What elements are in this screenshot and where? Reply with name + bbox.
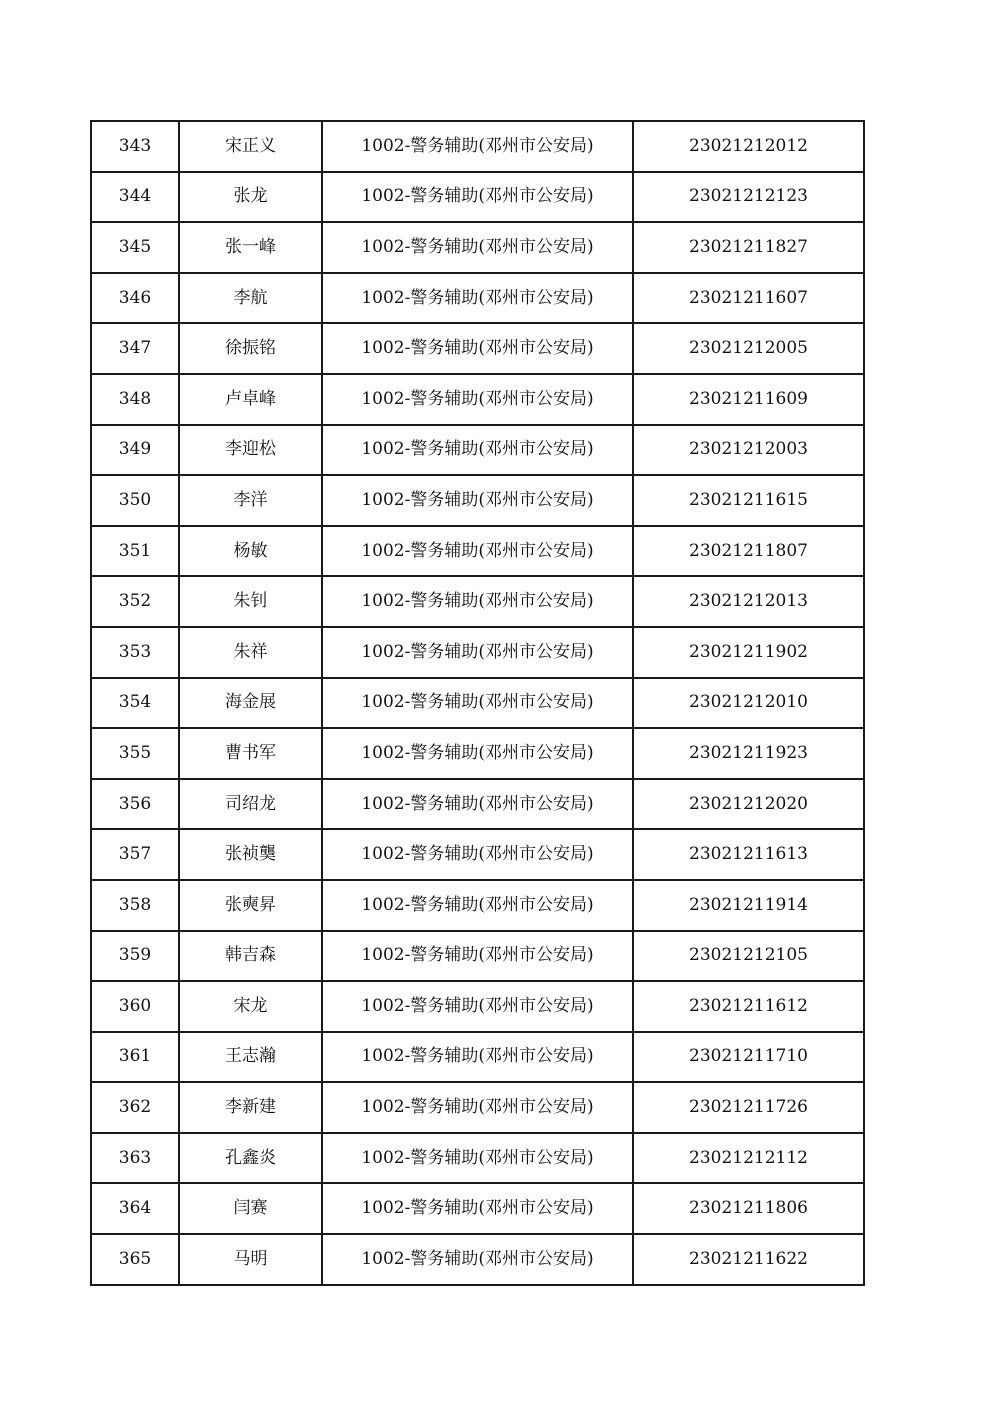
row-number: 360 <box>91 981 179 1032</box>
candidate-name: 朱钊 <box>179 576 322 627</box>
row-number: 358 <box>91 880 179 931</box>
exam-id: 23021211807 <box>633 526 864 577</box>
row-number: 353 <box>91 627 179 678</box>
row-number: 343 <box>91 121 179 172</box>
row-number: 356 <box>91 779 179 830</box>
position-name: 1002-警务辅助(邓州市公安局) <box>322 475 633 526</box>
table-row <box>91 273 864 324</box>
table-row <box>91 1082 864 1133</box>
row-number: 359 <box>91 931 179 982</box>
position-name: 1002-警务辅助(邓州市公安局) <box>322 273 633 324</box>
candidate-name: 李新建 <box>179 1082 322 1133</box>
exam-id: 23021212123 <box>633 172 864 223</box>
candidate-name: 韩吉森 <box>179 931 322 982</box>
row-number: 346 <box>91 273 179 324</box>
candidate-name: 马明 <box>179 1234 322 1285</box>
candidate-name: 司绍龙 <box>179 779 322 830</box>
position-name: 1002-警务辅助(邓州市公安局) <box>322 829 633 880</box>
position-name: 1002-警务辅助(邓州市公安局) <box>322 931 633 982</box>
row-number: 352 <box>91 576 179 627</box>
table-row <box>91 172 864 223</box>
table-row <box>91 1133 864 1184</box>
position-name: 1002-警务辅助(邓州市公安局) <box>322 222 633 273</box>
row-number: 349 <box>91 425 179 476</box>
exam-id: 23021211806 <box>633 1183 864 1234</box>
exam-id: 23021211827 <box>633 222 864 273</box>
position-name: 1002-警务辅助(邓州市公安局) <box>322 1082 633 1133</box>
exam-id: 23021211914 <box>633 880 864 931</box>
exam-id: 23021211607 <box>633 273 864 324</box>
exam-id: 23021212112 <box>633 1133 864 1184</box>
position-name: 1002-警务辅助(邓州市公安局) <box>322 172 633 223</box>
candidate-table-body <box>91 121 864 1285</box>
candidate-name: 李迎松 <box>179 425 322 476</box>
candidate-name: 朱祥 <box>179 627 322 678</box>
position-name: 1002-警务辅助(邓州市公安局) <box>322 576 633 627</box>
position-name: 1002-警务辅助(邓州市公安局) <box>322 425 633 476</box>
position-name: 1002-警务辅助(邓州市公安局) <box>322 779 633 830</box>
candidate-name: 曹书军 <box>179 728 322 779</box>
table-row <box>91 1032 864 1083</box>
table-row <box>91 475 864 526</box>
row-number: 355 <box>91 728 179 779</box>
row-number: 347 <box>91 323 179 374</box>
row-number: 351 <box>91 526 179 577</box>
candidate-name: 李航 <box>179 273 322 324</box>
row-number: 354 <box>91 678 179 729</box>
candidate-name: 张祯龑 <box>179 829 322 880</box>
row-number: 362 <box>91 1082 179 1133</box>
table-row <box>91 981 864 1032</box>
exam-id: 23021211615 <box>633 475 864 526</box>
table-row <box>91 526 864 577</box>
row-number: 344 <box>91 172 179 223</box>
table-row <box>91 931 864 982</box>
exam-id: 23021211902 <box>633 627 864 678</box>
candidate-name: 闫赛 <box>179 1183 322 1234</box>
row-number: 361 <box>91 1032 179 1083</box>
table-row <box>91 576 864 627</box>
exam-id: 23021211923 <box>633 728 864 779</box>
position-name: 1002-警务辅助(邓州市公安局) <box>322 678 633 729</box>
exam-id: 23021211710 <box>633 1032 864 1083</box>
exam-id: 23021212010 <box>633 678 864 729</box>
exam-id: 23021212020 <box>633 779 864 830</box>
position-name: 1002-警务辅助(邓州市公安局) <box>322 1032 633 1083</box>
exam-id: 23021212003 <box>633 425 864 476</box>
position-name: 1002-警务辅助(邓州市公安局) <box>322 1234 633 1285</box>
table-row <box>91 728 864 779</box>
candidate-name: 宋正义 <box>179 121 322 172</box>
position-name: 1002-警务辅助(邓州市公安局) <box>322 526 633 577</box>
candidate-table <box>90 120 865 1286</box>
candidate-name: 卢卓峰 <box>179 374 322 425</box>
position-name: 1002-警务辅助(邓州市公安局) <box>322 627 633 678</box>
position-name: 1002-警务辅助(邓州市公安局) <box>322 1133 633 1184</box>
row-number: 345 <box>91 222 179 273</box>
exam-id: 23021212013 <box>633 576 864 627</box>
exam-id: 23021212005 <box>633 323 864 374</box>
candidate-name: 孔鑫炎 <box>179 1133 322 1184</box>
candidate-name: 宋龙 <box>179 981 322 1032</box>
candidate-name: 李洋 <box>179 475 322 526</box>
candidate-name: 徐振铭 <box>179 323 322 374</box>
row-number: 365 <box>91 1234 179 1285</box>
table-row <box>91 627 864 678</box>
row-number: 357 <box>91 829 179 880</box>
table-row <box>91 323 864 374</box>
table-row <box>91 425 864 476</box>
position-name: 1002-警务辅助(邓州市公安局) <box>322 981 633 1032</box>
row-number: 364 <box>91 1183 179 1234</box>
exam-id: 23021211612 <box>633 981 864 1032</box>
table-row <box>91 374 864 425</box>
candidate-name: 海金展 <box>179 678 322 729</box>
row-number: 363 <box>91 1133 179 1184</box>
row-number: 348 <box>91 374 179 425</box>
table-row <box>91 779 864 830</box>
exam-id: 23021211726 <box>633 1082 864 1133</box>
table-row <box>91 678 864 729</box>
position-name: 1002-警务辅助(邓州市公安局) <box>322 121 633 172</box>
exam-id: 23021212105 <box>633 931 864 982</box>
position-name: 1002-警务辅助(邓州市公安局) <box>322 374 633 425</box>
candidate-name: 张一峰 <box>179 222 322 273</box>
candidate-name: 王志瀚 <box>179 1032 322 1083</box>
exam-id: 23021211609 <box>633 374 864 425</box>
position-name: 1002-警务辅助(邓州市公安局) <box>322 323 633 374</box>
exam-id: 23021212012 <box>633 121 864 172</box>
table-row <box>91 1183 864 1234</box>
position-name: 1002-警务辅助(邓州市公安局) <box>322 880 633 931</box>
table-row <box>91 222 864 273</box>
exam-id: 23021211613 <box>633 829 864 880</box>
table-row <box>91 829 864 880</box>
candidate-name: 张龙 <box>179 172 322 223</box>
table-row <box>91 880 864 931</box>
position-name: 1002-警务辅助(邓州市公安局) <box>322 728 633 779</box>
table-row <box>91 121 864 172</box>
exam-id: 23021211622 <box>633 1234 864 1285</box>
candidate-name: 张奭昇 <box>179 880 322 931</box>
table-row <box>91 1234 864 1285</box>
position-name: 1002-警务辅助(邓州市公安局) <box>322 1183 633 1234</box>
row-number: 350 <box>91 475 179 526</box>
candidate-name: 杨敏 <box>179 526 322 577</box>
